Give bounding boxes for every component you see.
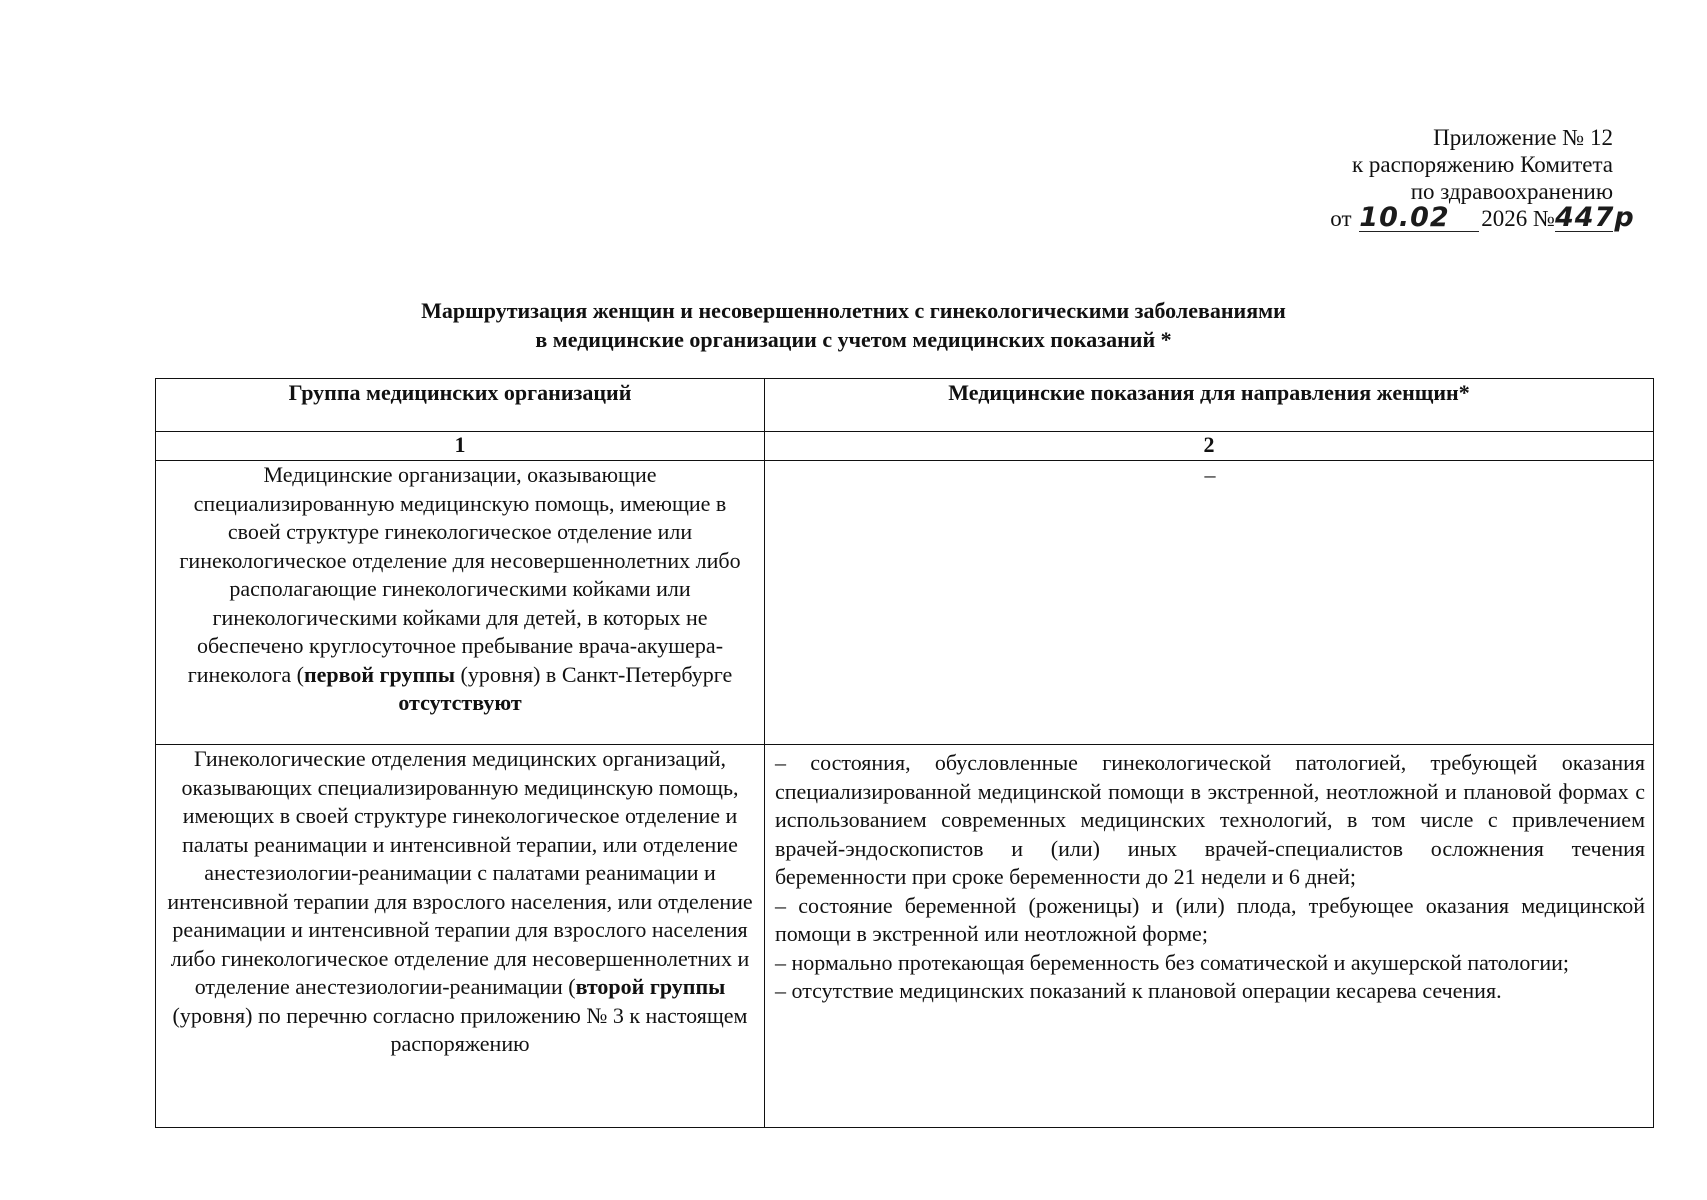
title-line-1: Маршрутизация женщин и несовершеннолетних с гинекологическими заболеваниями xyxy=(421,298,1286,323)
document-title xyxy=(160,296,1547,354)
table-row xyxy=(156,745,1654,1128)
second-group-text-2: (уровня) по перечню согласно приложению № 3 к настоящем распоряжению xyxy=(172,1002,748,1056)
from-label: от xyxy=(1330,206,1352,231)
indication-item: – нормально протекающая беременность без соматической и акушерской патологии; xyxy=(775,949,1570,975)
title-line-2: в медицинские организации с учетом медицинских показаний * xyxy=(535,327,1172,352)
column-number-1: 1 xyxy=(156,432,765,461)
appendix-date-line xyxy=(1093,202,1635,233)
indication-item: – состояния, обусловленные гинекологической патологией, требующей оказания специализированной медицинской помощи в экстренной, неотложной и плановой формах с использованием современных медицинских технологий, в том числе с привлечением врачей-эндоскопистов и (или) иных врачей-специалистов осложнения течения беременности при сроке беременности до 21 недели и 6 дней; xyxy=(775,750,1645,889)
handwritten-date: 10.02 xyxy=(1359,202,1450,233)
second-group-cell xyxy=(156,745,765,1128)
first-group-indications: – xyxy=(765,461,1654,745)
header-org-group: Группа медицинских организаций xyxy=(156,379,765,432)
second-group-text: Гинекологические отделения медицинских организаций, оказывающих специализированную медицинскую помощь, имеющих в своей структуре гинекологическое отделение и палаты реанимации и интенсивной терапии, или отделение анестезиологии-реанимации с палатами реанимации и интенсивной терапии для взрослого населения, или отделение реанимации и интенсивной терапии для взрослого населения либо гинекологическое отделение для несовершеннолетних и отделение анестезиологии-реанимации ( xyxy=(167,746,753,999)
first-group-text: Медицинские организации, оказывающие специализированную медицинскую помощь, имеющие в своей структуре гинекологическое отделение или гинекологическое отделение для несовершеннолетних либо располагающие гинекологическими койками или гинекологическими койками для детей, в которых не обеспечено круглосуточное пребывание врача-акушера-гинеколога ( xyxy=(179,462,741,687)
appendix-order-ref: к распоряжению Комитета xyxy=(1352,152,1613,177)
date-field xyxy=(1359,202,1479,233)
table-row xyxy=(156,461,1654,745)
absent-bold: отсутствуют xyxy=(398,690,522,715)
first-group-cell xyxy=(156,461,765,745)
column-number-2: 2 xyxy=(765,432,1654,461)
handwritten-number: 447р xyxy=(1555,202,1635,233)
second-group-indications xyxy=(765,745,1654,1128)
appendix-committee: по здравоохранению xyxy=(1410,179,1613,204)
appendix-number: Приложение № 12 xyxy=(1433,125,1613,150)
year-label: 2026 № xyxy=(1481,206,1555,231)
indication-item: – состояние беременной (роженицы) и (или) плода, требующее оказания медицинской помощи в экстренной или неотложной форме; xyxy=(775,892,1645,946)
first-group-text-2: (уровня) в Санкт-Петербурге xyxy=(455,661,733,687)
table-header-row xyxy=(156,379,1654,432)
second-group-bold: второй группы xyxy=(575,974,726,999)
first-group-bold: первой группы xyxy=(303,661,455,687)
routing-table xyxy=(155,378,1654,1128)
column-number-row xyxy=(156,432,1654,461)
indication-item: – отсутствие медицинских показаний к плановой операции кесарева сечения. xyxy=(775,978,1502,1003)
header-indications: Медицинские показания для направления женщин* xyxy=(765,379,1654,432)
appendix-header xyxy=(1093,124,1635,233)
number-field xyxy=(1555,202,1635,233)
